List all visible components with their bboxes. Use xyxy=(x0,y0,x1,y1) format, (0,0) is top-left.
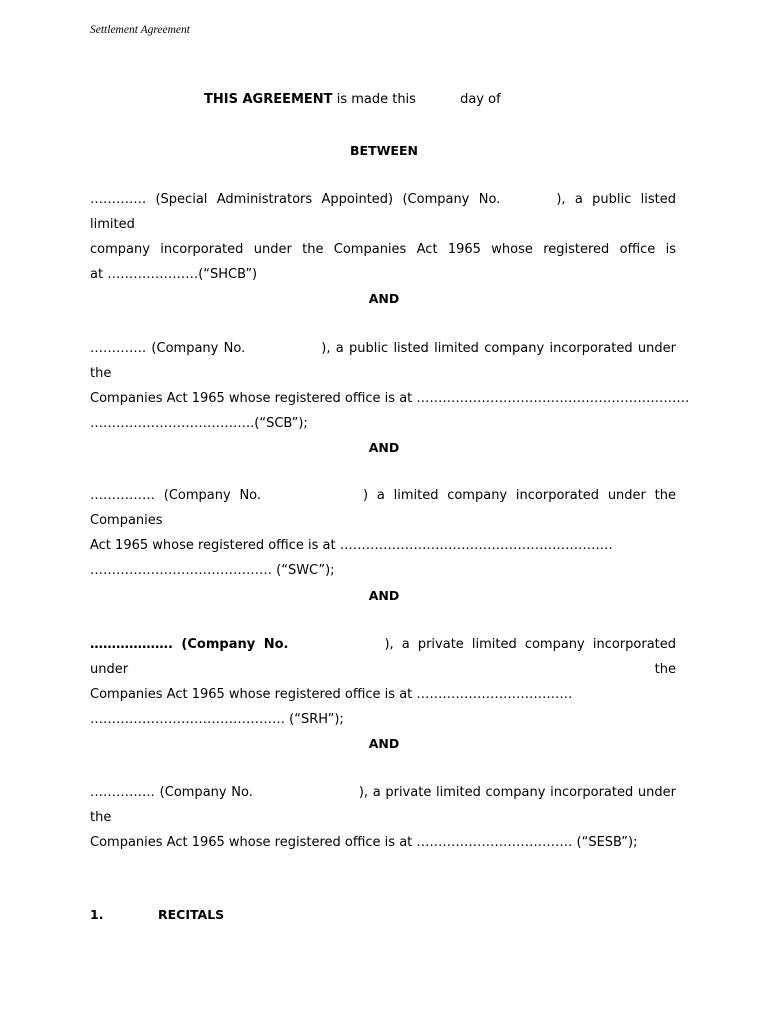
party-line: Act 1965 whose registered office is at ……………………………………………………… xyxy=(90,538,613,553)
party-line: at …………………(“SHCB”) xyxy=(90,267,258,282)
party-srh xyxy=(90,632,676,732)
section-heading-recitals xyxy=(90,907,224,922)
party-desc-text: ), a private limited company incorporated under the xyxy=(90,785,676,825)
and-heading: AND xyxy=(368,440,400,455)
party-name-text: …………. (Special Administrators Appointed) (Company No. xyxy=(90,192,501,207)
party-line: ………………………………..(“SCB”); xyxy=(90,416,308,431)
party-name-text: …………. (Company No. xyxy=(90,341,246,356)
agreement-title: THIS AGREEMENT xyxy=(204,92,333,107)
party-desc-text: ), a public listed limited company incorporated under the xyxy=(90,341,676,381)
party-line xyxy=(90,187,676,237)
party-sesb xyxy=(90,780,676,855)
party-line: Companies Act 1965 whose registered office is at ……………………………… (“SESB”); xyxy=(90,835,638,850)
and-heading: AND xyxy=(368,588,400,603)
party-scb xyxy=(90,336,690,436)
and-heading: AND xyxy=(368,736,400,751)
party-line: …………………………………… (“SWC”); xyxy=(90,563,335,578)
section-number: 1. xyxy=(90,907,104,922)
between-heading: BETWEEN xyxy=(350,143,418,158)
running-header: Settlement Agreement xyxy=(90,24,190,36)
agreement-title-line xyxy=(204,92,501,107)
party-desc-text: ), a private limited company incorporated under the xyxy=(90,637,677,677)
party-desc-text: ) a limited company incorporated under the Companies xyxy=(90,488,676,528)
party-line xyxy=(90,336,676,386)
party-line: Companies Act 1965 whose registered office is at ……………………………………………………… xyxy=(90,391,690,406)
party-desc-text: ), a public listed limited xyxy=(90,192,676,232)
party-name-text: …………… (Company No. xyxy=(90,488,262,503)
party-line: company incorporated under the Companies Act 1965 whose registered office is xyxy=(90,242,676,257)
party-line: Companies Act 1965 whose registered office is at ……………………………… xyxy=(90,687,573,702)
party-shcb xyxy=(90,187,676,287)
party-line xyxy=(90,632,676,682)
party-name-text: …………… (Company No. xyxy=(90,785,253,800)
and-heading: AND xyxy=(368,291,400,306)
section-title: RECITALS xyxy=(158,907,225,922)
party-swc xyxy=(90,483,676,583)
party-line xyxy=(90,780,676,830)
day-text: day of xyxy=(460,92,501,107)
made-text: is made this xyxy=(336,92,416,107)
party-line: ……………………………………… (“SRH”); xyxy=(90,712,344,727)
party-line xyxy=(90,483,676,533)
party-name-text: ………………. (Company No. xyxy=(90,637,289,652)
